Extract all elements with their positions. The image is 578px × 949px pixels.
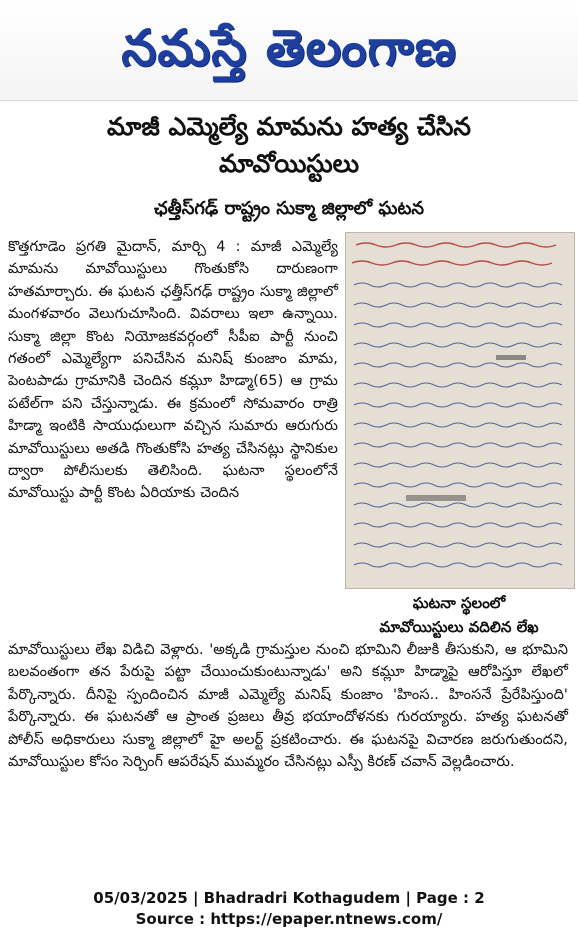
footer-dateline: 05/03/2025 | Bhadradri Kothagudem | Page : 2 bbox=[93, 889, 485, 907]
letter-image bbox=[346, 233, 574, 588]
newspaper-logo: నమస్తే తెలంగాణ bbox=[121, 19, 457, 77]
article-body-part-1: కొత్తగూడెం ప్రగతి మైదాన్, మార్చి 4 : మాజీ ఎమ్మెల్యే మామను మావోయిస్టులు గొంతుకోసి దారుణంగా హతమార్చారు. ఈ ఘటన ఛత్తీస్‌గఢ్ రాష్ట్రం సుక్మా జిల్లాలో మంగళవారం వెలుగుచూసింది. వివరాలు ఇలా ఉన్నాయి. సుక్మా జిల్లా కొంట నియోజకవర్గంలో సీపీఐ పార్టీ నుంచి గతంలో ఎమ్మెల్యేగా పనిచేసిన మనిష్ కుంజాం మామ, పెంటపాడు గ్రామానికి చెందిన కమ్లూ హిడ్మా(65) ఆ గ్రామ పటేల్‌గా పని చేస్తున్నాడు. ఈ క్రమంలో సోమవారం రాత్రి హిడ్మా ఇంటికి సాయుధులుగా వచ్చిన సుమారు ఆరుగురు మావోయిస్టులు అతడి గొంతుకోసి హత్య చేసినట్లు స్థానికుల ద్వారా పోలీసులకు తెలిసింది. ఘటనా స్థలంలోనే మావోయిస్టు పార్టీ కొంట ఏరియాకు చెందిన bbox=[8, 239, 338, 502]
photo-caption-line-1: ఘటనా స్థలంలో bbox=[412, 594, 506, 612]
headline-line-2: మావోయిస్టులు bbox=[218, 149, 359, 178]
footer-source-link[interactable]: Source : https://epaper.ntnews.com/ bbox=[135, 910, 443, 928]
headline-line-1: మాజీ ఎమ్మెల్యే మామను హత్య చేసిన bbox=[107, 112, 471, 141]
photo-caption-line-2: మావోయిస్టులు వదిలిన లేఖ bbox=[379, 618, 539, 636]
subheadline: ఛత్తీస్‌గఢ్ రాష్ట్రం సుక్మా జిల్లాలో ఘటన bbox=[154, 198, 424, 219]
masthead bbox=[0, 0, 578, 101]
handwritten-letter-photo bbox=[345, 232, 575, 589]
article-body-part-2: మావోయిస్టులు లేఖ విడిచి వెళ్లారు. 'అక్కడి గ్రామస్తుల నుంచి భూమిని లీజుకి తీసుకుని, ఆ భూమిని బలవంతంగా తన పేరుపై పట్టా చేయించుకుంటున్నాడు' అని కమ్లూ హిడ్మాపై ఆరోపిస్తూ లేఖలో పేర్కొన్నారు. దీనిపై స్పందించిన మాజీ ఎమ్మెల్యే మనిష్ కుంజాం 'హింస.. హింసనే ప్రేరేపిస్తుంది' పేర్కొన్నారు. ఈ ఘటనతో ఆ ప్రాంత ప్రజలు తీవ్ర భయాందోళనకు గురయ్యారు. హత్య ఘటనతో పోలీస్ అధికారులు సుక్మా జిల్లాలో హై అలర్ట్ ప్రకటించారు. ఈ ఘటనపై విచారణ జరుగుతుందని, మావోయిస్టుల కోసం సెర్చింగ్ ఆపరేషన్ ముమ్మరం చేసినట్లు ఎస్పీ కిరణ్ చవాన్ వెల్లడించారు. bbox=[8, 642, 568, 771]
